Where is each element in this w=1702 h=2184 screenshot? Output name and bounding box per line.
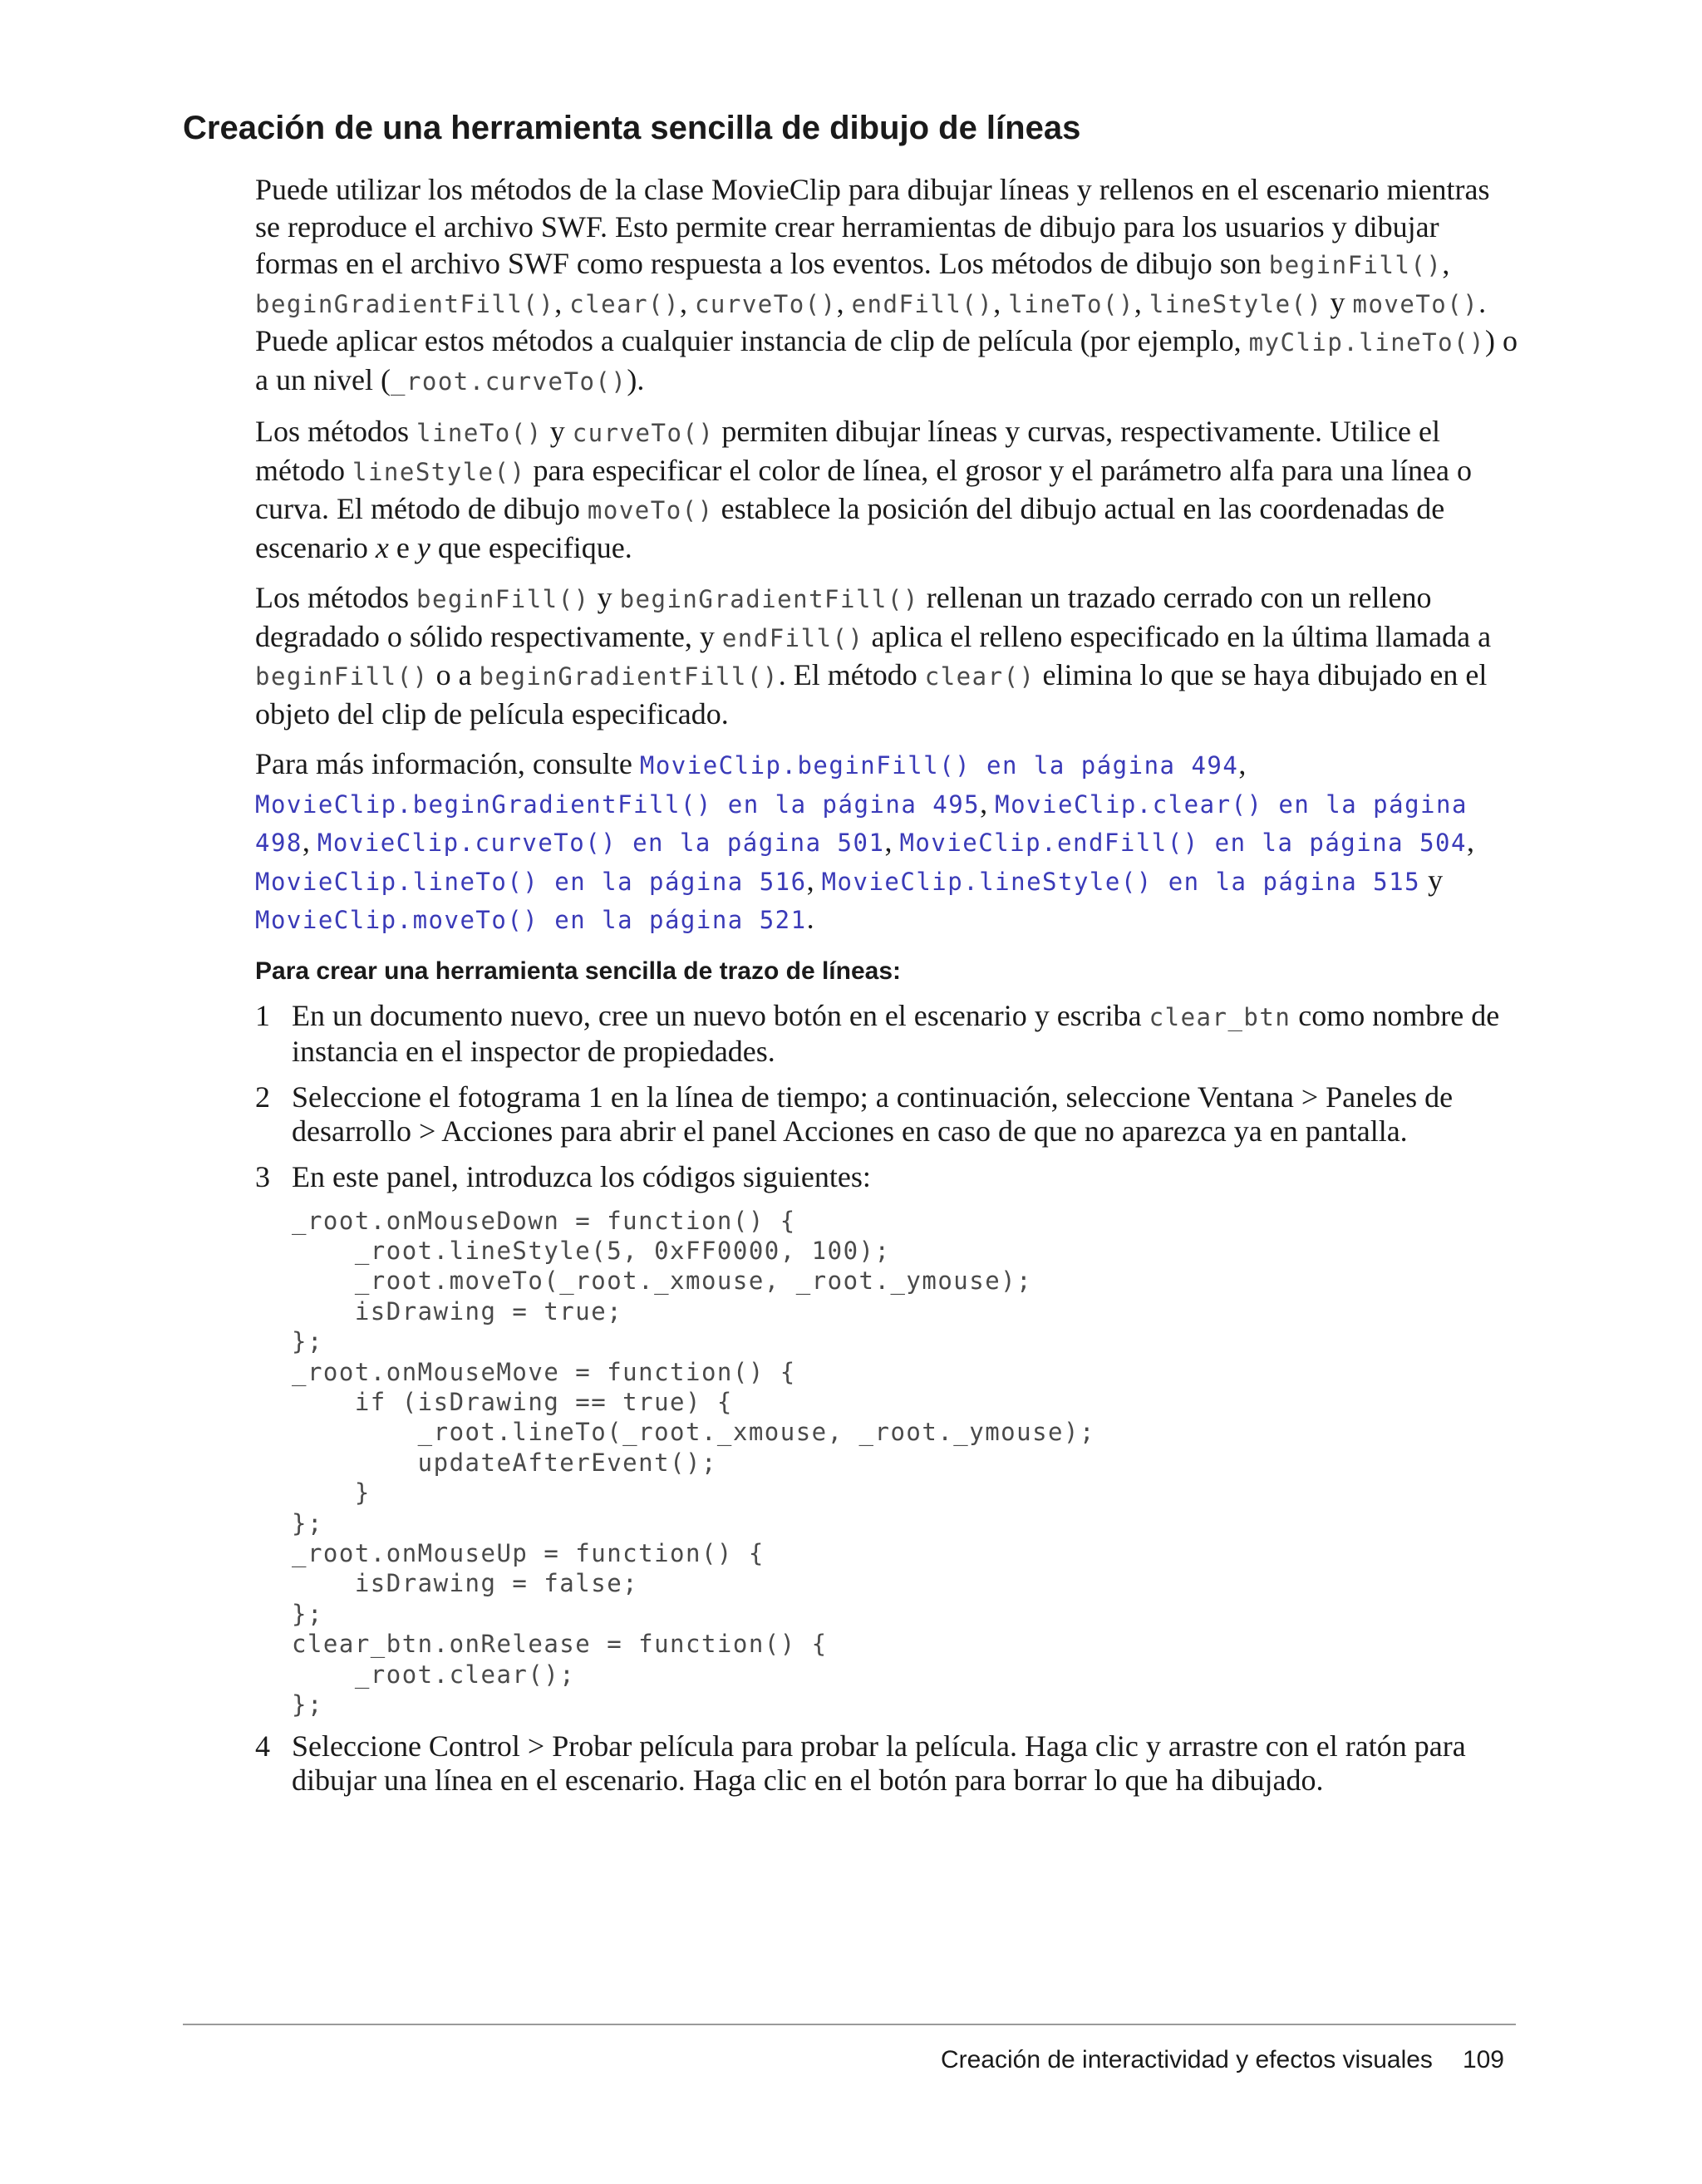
paragraph-text: aplica el relleno especificado en la última llamada a [863, 619, 1492, 653]
link-clear[interactable]: MovieClip.clear() en la página 498 [255, 789, 1468, 857]
paragraph-text: o a [428, 658, 480, 691]
separator: , [884, 824, 900, 858]
code-begin-gradient-fill: beginGradientFill() [255, 289, 555, 318]
separator: , [980, 785, 996, 819]
link-line-style[interactable]: MovieClip.lineStyle() en la página 515 [821, 867, 1421, 896]
code-end-fill: endFill() [851, 289, 994, 318]
separator: , [993, 285, 1009, 319]
paragraph-text: y [542, 415, 573, 448]
separator: , [836, 285, 852, 319]
paragraph-text: e [388, 530, 417, 564]
code-begin-gradient-fill: beginGradientFill() [619, 585, 919, 613]
code-line-style: lineStyle() [352, 457, 526, 486]
code-clear-btn: clear_btn [1149, 1002, 1291, 1031]
paragraph-more-info [255, 745, 1518, 939]
step-4 [255, 1729, 1518, 1798]
code-curve-to: curveTo() [572, 419, 715, 447]
paragraph-text: Los métodos [255, 581, 416, 614]
separator: , [302, 824, 317, 858]
code-clear: clear() [569, 289, 680, 318]
procedure-heading: Para crear una herramienta sencilla de trazo de líneas: [255, 957, 902, 985]
page-number: 109 [1462, 2046, 1504, 2073]
footer-rule [183, 2024, 1516, 2025]
paragraph-text: y [589, 581, 620, 614]
link-line-to[interactable]: MovieClip.lineTo() en la página 516 [255, 867, 807, 896]
separator: , [1466, 824, 1474, 858]
code-begin-fill: beginFill() [1268, 251, 1443, 279]
code-example-clip: myClip.lineTo() [1248, 328, 1485, 357]
paragraph-text: elimina lo que se haya dibujado en el objeto del clip de película especificado. [255, 658, 1488, 730]
paragraph-text: . Puede aplicar estos métodos a cualquier instancia de clip de película (por ejemplo, [255, 285, 1487, 357]
step-number: 1 [255, 998, 270, 1032]
paragraph-text: . El método [778, 658, 925, 691]
step-text: como nombre de instancia en el inspector de propiedades. [292, 998, 1500, 1068]
footer-chapter-title: Creación de interactividad y efectos visuales [940, 2046, 1433, 2073]
paragraph-text: para especificar el color de línea, el grosor y el parámetro alfa para una línea o curva. El método de dibujo [255, 453, 1472, 525]
separator: , [1134, 285, 1149, 319]
italic-x: x [375, 530, 389, 564]
step-number: 2 [255, 1080, 270, 1114]
step-text: En un documento nuevo, cree un nuevo botón en el escenario y escriba [292, 998, 1149, 1032]
paragraph-text: Puede utilizar los métodos de la clase MovieClip para dibujar líneas y rellenos en el escenario mientras se reproduce el archivo SWF. Esto permite crear herramientas de dibujo para los usuarios y dibujar formas en el archivo SWF como respuesta a los eventos. Los métodos de dibujo son [255, 173, 1490, 280]
step-number: 3 [255, 1159, 270, 1193]
separator: , [806, 863, 822, 897]
step-text: Seleccione Control > Probar película para probar la película. Haga clic y arrastre con el ratón para dibujar una línea en el escenario. Haga clic en el botón para borrar lo que ha dibujado. [292, 1729, 1466, 1798]
step-number: 4 [255, 1729, 270, 1763]
paragraph-text: establece la posición del dibujo actual en las coordenadas de escenario [255, 492, 1445, 564]
code-clear: clear() [924, 662, 1035, 691]
link-curve-to[interactable]: MovieClip.curveTo() en la página 501 [317, 829, 885, 857]
paragraph-fill [255, 579, 1518, 732]
section-heading: Creación de una herramienta sencilla de dibujo de líneas [183, 110, 1081, 146]
separator: , [679, 285, 695, 319]
link-begin-fill[interactable]: MovieClip.beginFill() en la página 494 [639, 751, 1239, 780]
link-begin-gradient-fill[interactable]: MovieClip.beginGradientFill() en la página 495 [255, 789, 981, 819]
paragraph-text: . [806, 902, 814, 935]
paragraph-text: ). [627, 362, 645, 396]
paragraph-text: ) o a un nivel ( [255, 324, 1518, 396]
link-end-fill[interactable]: MovieClip.endFill() en la página 504 [899, 829, 1467, 857]
separator: , [1238, 747, 1247, 780]
separator: y [1322, 285, 1353, 319]
paragraph-text: permiten dibujar líneas y curvas, respectivamente. Utilice el método [255, 415, 1440, 487]
code-begin-gradient-fill: beginGradientFill() [479, 662, 779, 691]
code-begin-fill: beginFill() [255, 662, 429, 691]
body-column [255, 171, 1518, 1809]
step-text: Seleccione el fotograma 1 en la línea de tiempo; a continuación, seleccione Ventana > Paneles de desarrollo > Acciones para abrir el panel Acciones en caso de que no aparezca ya en pantalla. [292, 1080, 1454, 1148]
paragraph-line-curve [255, 413, 1518, 566]
code-line-to: lineTo() [416, 419, 543, 447]
paragraph-text: que especifique. [430, 530, 632, 564]
page-footer [941, 2046, 1504, 2074]
step-1 [255, 999, 1518, 1069]
step-text: En este panel, introduzca los códigos siguientes: [292, 1159, 871, 1193]
code-listing: _root.onMouseDown = function() { _root.lineStyle(5, 0xFF0000, 100); _root.moveTo(_root._xmouse, _root._ymouse); isDrawing = true; }; _root.onMouseMove = function() { if (isDrawing == true) { _root.lineTo(_root._xmouse, _root._ymouse); updateAfterEvent(); } }; _root.onMouseUp = function() { isDrawing = false; }; clear_btn.onRelease = function() { _root.clear(); }; [292, 1206, 1095, 1719]
separator: , [1442, 247, 1450, 280]
paragraph-drawing-methods [255, 171, 1518, 400]
link-move-to[interactable]: MovieClip.moveTo() en la página 521 [255, 906, 807, 934]
step-2 [255, 1080, 1518, 1149]
code-example-root: _root.curveTo() [390, 366, 627, 396]
step-3 [255, 1160, 1518, 1194]
paragraph-text: Los métodos [255, 415, 416, 448]
separator: , [554, 285, 570, 319]
code-line-style: lineStyle() [1149, 289, 1323, 318]
separator: y [1420, 863, 1444, 897]
code-move-to: moveTo() [587, 496, 714, 524]
code-end-fill: endFill() [721, 623, 864, 652]
code-line-to: lineTo() [1008, 289, 1134, 318]
paragraph-text: rellenan un trazado cerrado con un relleno degradado o sólido respectivamente, y [255, 581, 1432, 653]
code-curve-to: curveTo() [694, 289, 837, 318]
code-begin-fill: beginFill() [416, 585, 590, 613]
italic-y: y [416, 530, 430, 564]
paragraph-text: Para más información, consulte [255, 747, 640, 780]
code-move-to: moveTo() [1352, 289, 1479, 318]
